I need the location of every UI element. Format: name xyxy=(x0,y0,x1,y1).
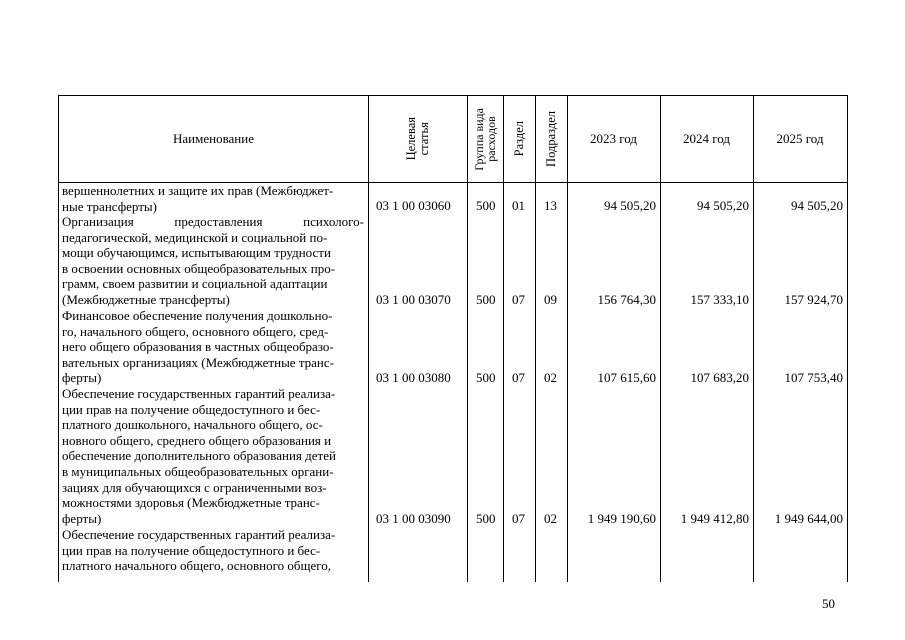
name-line: мощи обучающимся, испытывающим трудности xyxy=(62,245,331,261)
cell-code: 03 1 00 03080 xyxy=(376,370,451,385)
table-row-name xyxy=(62,308,364,386)
name-line: ции прав на получение общедоступного и бес- xyxy=(62,401,321,417)
name-line: ферты) xyxy=(62,370,102,386)
cell-2024: 157 333,10 xyxy=(690,292,749,307)
header-group-text: Группа вида расходов xyxy=(472,107,498,171)
budget-table xyxy=(58,95,848,582)
header-name xyxy=(59,96,368,182)
name-line: педагогической, медицинской и социальной по- xyxy=(62,229,328,245)
cell-group: 500 xyxy=(476,198,496,213)
cell-code: 03 1 00 03070 xyxy=(376,292,451,307)
header-section xyxy=(503,96,535,182)
cell-2024: 107 683,20 xyxy=(690,370,749,385)
name-line: Обеспечение государственных гарантий реализа- xyxy=(62,527,336,542)
table-row-name xyxy=(62,183,364,214)
cell-group: 500 xyxy=(476,511,496,526)
name-line: обеспечение дополнительного образования детей xyxy=(62,448,336,464)
cell-section: 07 xyxy=(512,292,525,307)
page-number: 50 xyxy=(822,596,835,611)
header-2024-text: 2024 год xyxy=(683,131,730,146)
name-line: в муниципальных общеобразовательных органи- xyxy=(62,463,334,479)
name-line: ные трансферты) xyxy=(62,198,157,214)
header-2024 xyxy=(660,96,753,182)
cell-subsection: 09 xyxy=(544,292,557,307)
cell-group: 500 xyxy=(476,370,496,385)
cell-2023: 156 764,30 xyxy=(597,292,656,307)
header-subsection-text: Подраздел xyxy=(543,111,558,167)
name-line: платного начального общего, основного общего, xyxy=(62,558,331,574)
header-2023 xyxy=(567,96,660,182)
name-line: ции прав на получение общедоступного и бес- xyxy=(62,542,321,558)
cell-code: 03 1 00 03060 xyxy=(376,198,451,213)
header-subsection xyxy=(535,96,567,182)
name-line: Финансовое обеспечение получения дошкольно- xyxy=(62,308,333,323)
header-target xyxy=(368,96,467,182)
cell-2025: 1 949 644,00 xyxy=(774,511,843,526)
header-2023-text: 2023 год xyxy=(590,131,637,146)
name-line: можностями здоровья (Межбюджетные транс- xyxy=(62,495,320,511)
name-line: грамм, своем развитии и социальной адаптации xyxy=(62,276,328,292)
name-line: него общего образования в частных общеобразо- xyxy=(62,339,334,355)
cell-2023: 107 615,60 xyxy=(597,370,656,385)
cell-subsection: 13 xyxy=(544,198,557,213)
cell-section: 07 xyxy=(512,370,525,385)
cell-section: 07 xyxy=(512,511,525,526)
cell-2025: 157 924,70 xyxy=(784,292,843,307)
name-line: в освоении основных общеобразовательных про- xyxy=(62,260,336,276)
table-row-name xyxy=(62,386,364,526)
cell-section: 01 xyxy=(512,198,525,213)
name-line: вательных организациях (Межбюджетные транс- xyxy=(62,354,334,370)
table-row-name xyxy=(62,527,364,574)
name-line: ферты) xyxy=(62,510,102,526)
name-line: го, начального общего, основного общего, сред- xyxy=(62,323,329,339)
cell-subsection: 02 xyxy=(544,370,557,385)
name-line: платного дошкольного, начального общего, ос- xyxy=(62,417,323,433)
header-section-text: Раздел xyxy=(511,121,526,157)
cell-subsection: 02 xyxy=(544,511,557,526)
cell-2024: 1 949 412,80 xyxy=(680,511,749,526)
name-line: вершеннолетних и защите их прав (Межбюджет- xyxy=(62,183,334,198)
cell-2023: 94 505,20 xyxy=(604,198,656,213)
cell-2023: 1 949 190,60 xyxy=(587,511,656,526)
header-target-text: Целевая статья xyxy=(403,117,431,161)
header-2025 xyxy=(753,96,847,182)
header-2025-text: 2025 год xyxy=(776,131,824,146)
name-line: (Межбюджетные трансферты) xyxy=(62,291,230,307)
header-name-text: Наименование xyxy=(173,131,254,146)
name-line: Обеспечение государственных гарантий реализа- xyxy=(62,386,336,401)
cell-code: 03 1 00 03090 xyxy=(376,511,451,526)
cell-2025: 94 505,20 xyxy=(791,198,843,213)
cell-group: 500 xyxy=(476,292,496,307)
cell-2024: 94 505,20 xyxy=(697,198,749,213)
cell-2025: 107 753,40 xyxy=(784,370,843,385)
table-row-name xyxy=(62,214,364,308)
name-line: зациях для обучающихся с ограниченными воз- xyxy=(62,479,327,495)
name-line: новного общего, среднего общего образования и xyxy=(62,432,332,448)
header-group xyxy=(467,96,503,182)
name-line: Организация предоставления психолого- xyxy=(62,214,364,229)
